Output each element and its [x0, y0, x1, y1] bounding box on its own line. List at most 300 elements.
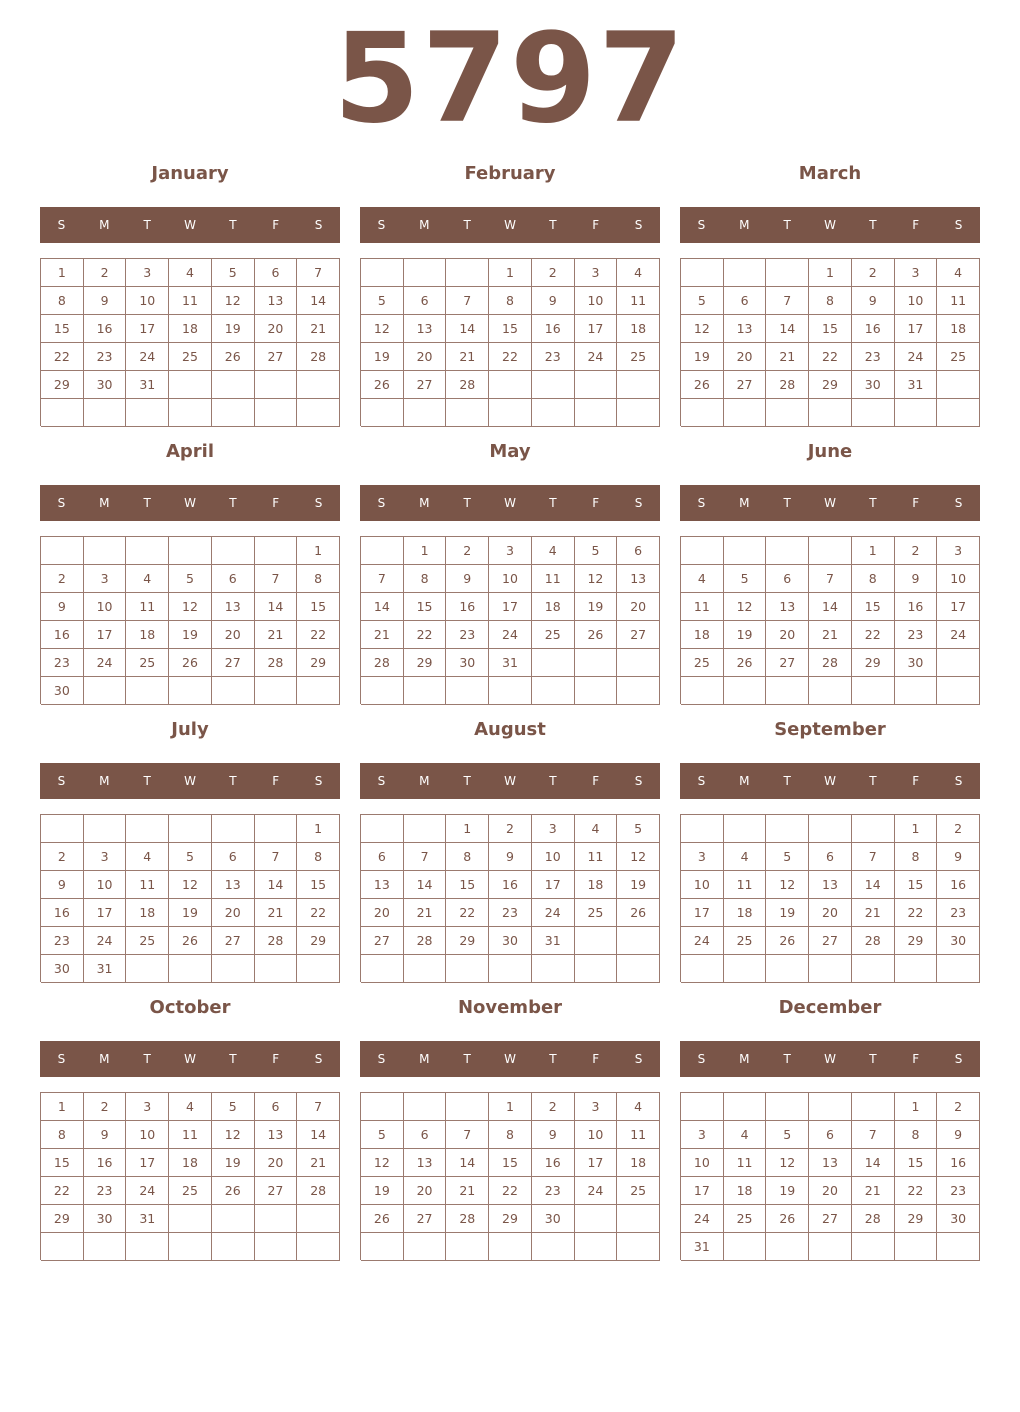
weekday-label: T — [229, 218, 237, 232]
day-grid — [40, 814, 340, 982]
day-cell: 26 — [212, 1177, 255, 1205]
day-cell: 1 — [297, 815, 340, 843]
day-cell: 29 — [297, 649, 340, 677]
day-cell: 3 — [126, 1093, 169, 1121]
weekday-label: S — [697, 1052, 706, 1066]
weekday-label: S — [634, 496, 643, 510]
day-cell: 9 — [532, 1121, 575, 1149]
day-cell: 2 — [84, 259, 127, 287]
day-cell: 7 — [297, 1093, 340, 1121]
day-cell: 28 — [255, 649, 298, 677]
empty-day-cell — [852, 955, 895, 983]
empty-day-cell — [617, 927, 660, 955]
empty-day-cell — [126, 955, 169, 983]
weekday-header — [40, 1041, 340, 1077]
day-cell: 15 — [489, 315, 532, 343]
weekday-label: S — [634, 1052, 643, 1066]
day-cell: 20 — [809, 1177, 852, 1205]
weekday-label: W — [184, 774, 196, 788]
day-cell: 16 — [532, 315, 575, 343]
day-cell: 2 — [532, 1093, 575, 1121]
weekday-header — [680, 207, 980, 243]
day-cell: 7 — [446, 1121, 489, 1149]
day-cell: 2 — [489, 815, 532, 843]
empty-day-cell — [404, 1233, 447, 1261]
day-cell: 9 — [84, 1121, 127, 1149]
empty-day-cell — [852, 399, 895, 427]
day-cell: 8 — [297, 565, 340, 593]
day-cell: 17 — [575, 1149, 618, 1177]
day-cell: 25 — [169, 343, 212, 371]
weekday-label: S — [57, 774, 66, 788]
weekday-label: W — [184, 496, 196, 510]
day-cell: 30 — [532, 1205, 575, 1233]
weekday-label: S — [57, 1052, 66, 1066]
weekday-label: F — [912, 218, 920, 232]
day-cell: 19 — [724, 621, 767, 649]
day-cell: 23 — [852, 343, 895, 371]
day-cell: 15 — [446, 871, 489, 899]
day-cell: 26 — [766, 927, 809, 955]
empty-day-cell — [766, 259, 809, 287]
day-cell: 8 — [41, 1121, 84, 1149]
weekday-label: S — [314, 496, 323, 510]
day-cell: 22 — [489, 1177, 532, 1205]
day-cell: 10 — [532, 843, 575, 871]
day-cell: 22 — [489, 343, 532, 371]
day-cell: 2 — [84, 1093, 127, 1121]
weekday-label: T — [463, 774, 471, 788]
day-cell: 20 — [404, 343, 447, 371]
day-cell: 11 — [681, 593, 724, 621]
year-title: 5797 — [333, 7, 687, 151]
empty-day-cell — [126, 537, 169, 565]
empty-day-cell — [489, 1233, 532, 1261]
day-cell: 28 — [766, 371, 809, 399]
day-cell: 4 — [724, 843, 767, 871]
day-cell: 18 — [937, 315, 980, 343]
day-cell: 11 — [169, 1121, 212, 1149]
day-cell: 31 — [681, 1233, 724, 1261]
day-grid — [680, 536, 980, 704]
weekday-label: T — [869, 1052, 877, 1066]
empty-day-cell — [681, 399, 724, 427]
weekday-label: M — [419, 774, 430, 788]
day-cell: 2 — [532, 259, 575, 287]
day-cell: 29 — [41, 1205, 84, 1233]
empty-day-cell — [41, 1233, 84, 1261]
day-cell: 2 — [41, 843, 84, 871]
empty-day-cell — [41, 399, 84, 427]
weekday-label: W — [184, 1052, 196, 1066]
day-cell: 15 — [895, 1149, 938, 1177]
day-cell: 31 — [84, 955, 127, 983]
day-cell: 20 — [255, 1149, 298, 1177]
day-cell: 8 — [489, 287, 532, 315]
day-cell: 29 — [404, 649, 447, 677]
day-cell: 23 — [41, 649, 84, 677]
day-cell: 6 — [212, 565, 255, 593]
weekday-label: W — [504, 496, 516, 510]
empty-day-cell — [937, 677, 980, 705]
day-cell: 10 — [681, 1149, 724, 1177]
day-cell: 30 — [852, 371, 895, 399]
day-cell: 24 — [937, 621, 980, 649]
weekday-label: S — [954, 1052, 963, 1066]
day-cell: 30 — [937, 927, 980, 955]
empty-day-cell — [84, 537, 127, 565]
day-cell: 21 — [446, 343, 489, 371]
empty-day-cell — [212, 955, 255, 983]
day-cell: 19 — [212, 1149, 255, 1177]
day-cell: 1 — [446, 815, 489, 843]
weekday-header — [360, 485, 660, 521]
day-cell: 16 — [895, 593, 938, 621]
empty-day-cell — [895, 1233, 938, 1261]
day-cell: 30 — [84, 1205, 127, 1233]
day-cell: 9 — [41, 871, 84, 899]
empty-day-cell — [681, 537, 724, 565]
empty-day-cell — [766, 1233, 809, 1261]
day-cell: 18 — [617, 1149, 660, 1177]
day-cell: 19 — [681, 343, 724, 371]
day-cell: 27 — [361, 927, 404, 955]
day-cell: 8 — [489, 1121, 532, 1149]
empty-day-cell — [255, 815, 298, 843]
day-cell: 26 — [169, 649, 212, 677]
weekday-label: F — [272, 1052, 280, 1066]
day-grid — [40, 258, 340, 426]
weekday-header — [40, 485, 340, 521]
weekday-label: S — [314, 218, 323, 232]
day-cell: 11 — [617, 287, 660, 315]
day-cell: 9 — [41, 593, 84, 621]
empty-day-cell — [575, 677, 618, 705]
weekday-label: S — [634, 218, 643, 232]
empty-day-cell — [84, 677, 127, 705]
day-cell: 19 — [212, 315, 255, 343]
day-cell: 16 — [41, 899, 84, 927]
day-cell: 18 — [617, 315, 660, 343]
day-cell: 27 — [255, 343, 298, 371]
day-cell: 2 — [895, 537, 938, 565]
empty-day-cell — [361, 537, 404, 565]
weekday-label: W — [184, 218, 196, 232]
day-cell: 16 — [532, 1149, 575, 1177]
day-cell: 16 — [84, 315, 127, 343]
empty-day-cell — [126, 677, 169, 705]
day-cell: 13 — [255, 287, 298, 315]
day-cell: 2 — [852, 259, 895, 287]
weekday-label: T — [143, 774, 151, 788]
weekday-label: W — [504, 218, 516, 232]
empty-day-cell — [575, 649, 618, 677]
day-cell: 13 — [212, 871, 255, 899]
day-cell: 9 — [489, 843, 532, 871]
empty-day-cell — [84, 399, 127, 427]
empty-day-cell — [937, 955, 980, 983]
day-cell: 6 — [255, 259, 298, 287]
day-cell: 13 — [617, 565, 660, 593]
empty-day-cell — [724, 1093, 767, 1121]
day-cell: 3 — [937, 537, 980, 565]
day-cell: 23 — [41, 927, 84, 955]
empty-day-cell — [212, 815, 255, 843]
day-cell: 5 — [575, 537, 618, 565]
day-cell: 1 — [41, 1093, 84, 1121]
weekday-label: S — [634, 774, 643, 788]
day-cell: 11 — [937, 287, 980, 315]
day-cell: 7 — [809, 565, 852, 593]
weekday-label: F — [592, 774, 600, 788]
day-cell: 8 — [895, 1121, 938, 1149]
day-cell: 29 — [446, 927, 489, 955]
day-cell: 17 — [681, 1177, 724, 1205]
day-cell: 12 — [617, 843, 660, 871]
weekday-label: M — [99, 496, 110, 510]
day-cell: 24 — [575, 343, 618, 371]
weekday-label: W — [504, 774, 516, 788]
day-cell: 6 — [617, 537, 660, 565]
empty-day-cell — [489, 399, 532, 427]
weekday-label: T — [143, 218, 151, 232]
day-cell: 17 — [84, 899, 127, 927]
day-cell: 6 — [809, 843, 852, 871]
empty-day-cell — [532, 677, 575, 705]
day-cell: 20 — [361, 899, 404, 927]
empty-day-cell — [809, 955, 852, 983]
month-name: June — [807, 441, 853, 462]
empty-day-cell — [404, 815, 447, 843]
day-cell: 3 — [84, 843, 127, 871]
day-cell: 19 — [575, 593, 618, 621]
day-cell: 7 — [404, 843, 447, 871]
day-cell: 27 — [809, 927, 852, 955]
weekday-label: T — [549, 218, 557, 232]
empty-day-cell — [766, 677, 809, 705]
empty-day-cell — [297, 371, 340, 399]
day-cell: 15 — [297, 593, 340, 621]
empty-day-cell — [361, 259, 404, 287]
weekday-label: T — [549, 774, 557, 788]
empty-day-cell — [895, 955, 938, 983]
empty-day-cell — [809, 1233, 852, 1261]
day-cell: 31 — [126, 1205, 169, 1233]
empty-day-cell — [84, 1233, 127, 1261]
empty-day-cell — [212, 677, 255, 705]
day-cell: 28 — [297, 1177, 340, 1205]
month-name: July — [171, 719, 209, 740]
month-name: January — [151, 163, 229, 184]
day-cell: 29 — [895, 1205, 938, 1233]
day-cell: 3 — [895, 259, 938, 287]
empty-day-cell — [724, 955, 767, 983]
weekday-label: S — [314, 774, 323, 788]
day-cell: 23 — [532, 1177, 575, 1205]
empty-day-cell — [895, 677, 938, 705]
empty-day-cell — [681, 259, 724, 287]
empty-day-cell — [446, 955, 489, 983]
empty-day-cell — [169, 1205, 212, 1233]
empty-day-cell — [724, 399, 767, 427]
month-name: September — [774, 719, 886, 740]
empty-day-cell — [489, 955, 532, 983]
empty-day-cell — [809, 537, 852, 565]
day-cell: 7 — [255, 843, 298, 871]
day-cell: 14 — [361, 593, 404, 621]
empty-day-cell — [617, 1233, 660, 1261]
empty-day-cell — [169, 371, 212, 399]
day-cell: 22 — [852, 621, 895, 649]
day-cell: 12 — [212, 1121, 255, 1149]
day-cell: 27 — [617, 621, 660, 649]
empty-day-cell — [404, 1093, 447, 1121]
day-cell: 6 — [404, 1121, 447, 1149]
empty-day-cell — [489, 371, 532, 399]
day-cell: 3 — [489, 537, 532, 565]
day-cell: 27 — [212, 927, 255, 955]
day-cell: 1 — [297, 537, 340, 565]
weekday-label: S — [314, 1052, 323, 1066]
day-cell: 7 — [255, 565, 298, 593]
day-cell: 5 — [724, 565, 767, 593]
day-cell: 17 — [681, 899, 724, 927]
weekday-header — [360, 763, 660, 799]
day-cell: 16 — [489, 871, 532, 899]
empty-day-cell — [681, 815, 724, 843]
day-cell: 27 — [255, 1177, 298, 1205]
empty-day-cell — [169, 677, 212, 705]
day-cell: 10 — [126, 287, 169, 315]
day-cell: 24 — [532, 899, 575, 927]
day-cell: 14 — [404, 871, 447, 899]
day-cell: 25 — [532, 621, 575, 649]
day-cell: 19 — [169, 621, 212, 649]
day-cell: 26 — [681, 371, 724, 399]
day-grid — [360, 536, 660, 704]
day-cell: 9 — [532, 287, 575, 315]
day-cell: 7 — [852, 1121, 895, 1149]
empty-day-cell — [575, 399, 618, 427]
day-cell: 23 — [937, 899, 980, 927]
day-cell: 29 — [809, 371, 852, 399]
day-cell: 1 — [809, 259, 852, 287]
day-cell: 1 — [41, 259, 84, 287]
day-cell: 26 — [766, 1205, 809, 1233]
day-cell: 30 — [489, 927, 532, 955]
day-cell: 13 — [361, 871, 404, 899]
day-cell: 28 — [404, 927, 447, 955]
day-cell: 8 — [852, 565, 895, 593]
day-cell: 2 — [446, 537, 489, 565]
day-cell: 1 — [852, 537, 895, 565]
day-cell: 18 — [724, 899, 767, 927]
day-cell: 26 — [724, 649, 767, 677]
day-cell: 12 — [169, 593, 212, 621]
day-cell: 3 — [575, 1093, 618, 1121]
month-name: March — [798, 163, 862, 184]
weekday-header — [360, 1041, 660, 1077]
weekday-label: T — [229, 496, 237, 510]
day-cell: 21 — [852, 1177, 895, 1205]
day-cell: 28 — [297, 343, 340, 371]
weekday-label: T — [143, 1052, 151, 1066]
weekday-label: S — [377, 1052, 386, 1066]
day-cell: 7 — [361, 565, 404, 593]
day-cell: 3 — [681, 843, 724, 871]
weekday-label: T — [783, 218, 791, 232]
weekday-label: F — [912, 1052, 920, 1066]
day-cell: 18 — [575, 871, 618, 899]
day-cell: 10 — [489, 565, 532, 593]
empty-day-cell — [532, 955, 575, 983]
day-cell: 29 — [489, 1205, 532, 1233]
weekday-label: S — [954, 496, 963, 510]
empty-day-cell — [575, 927, 618, 955]
day-cell: 12 — [575, 565, 618, 593]
empty-day-cell — [169, 1233, 212, 1261]
day-cell: 19 — [766, 1177, 809, 1205]
day-cell: 4 — [169, 1093, 212, 1121]
day-cell: 13 — [404, 1149, 447, 1177]
day-cell: 25 — [724, 927, 767, 955]
day-cell: 13 — [809, 871, 852, 899]
day-cell: 22 — [297, 899, 340, 927]
weekday-label: M — [739, 218, 750, 232]
day-cell: 8 — [41, 287, 84, 315]
day-cell: 19 — [617, 871, 660, 899]
day-cell: 3 — [681, 1121, 724, 1149]
day-cell: 14 — [446, 1149, 489, 1177]
day-cell: 17 — [895, 315, 938, 343]
empty-day-cell — [169, 955, 212, 983]
empty-day-cell — [617, 649, 660, 677]
day-cell: 6 — [361, 843, 404, 871]
day-cell: 31 — [532, 927, 575, 955]
day-cell: 31 — [489, 649, 532, 677]
day-cell: 4 — [617, 259, 660, 287]
empty-day-cell — [895, 399, 938, 427]
empty-day-cell — [809, 677, 852, 705]
day-cell: 27 — [404, 371, 447, 399]
day-cell: 29 — [297, 927, 340, 955]
day-cell: 26 — [617, 899, 660, 927]
day-cell: 27 — [766, 649, 809, 677]
day-cell: 25 — [617, 1177, 660, 1205]
day-cell: 11 — [532, 565, 575, 593]
day-cell: 19 — [766, 899, 809, 927]
weekday-label: M — [99, 218, 110, 232]
day-cell: 24 — [575, 1177, 618, 1205]
day-cell: 14 — [255, 593, 298, 621]
empty-day-cell — [212, 537, 255, 565]
empty-day-cell — [766, 815, 809, 843]
weekday-label: S — [57, 496, 66, 510]
weekday-label: W — [824, 1052, 836, 1066]
day-cell: 23 — [937, 1177, 980, 1205]
weekday-label: M — [99, 774, 110, 788]
day-cell: 21 — [297, 315, 340, 343]
weekday-label: T — [783, 496, 791, 510]
day-cell: 23 — [84, 1177, 127, 1205]
empty-day-cell — [361, 955, 404, 983]
weekday-label: T — [869, 496, 877, 510]
weekday-header — [360, 207, 660, 243]
empty-day-cell — [126, 399, 169, 427]
day-cell: 11 — [617, 1121, 660, 1149]
empty-day-cell — [297, 1233, 340, 1261]
day-cell: 26 — [361, 1205, 404, 1233]
